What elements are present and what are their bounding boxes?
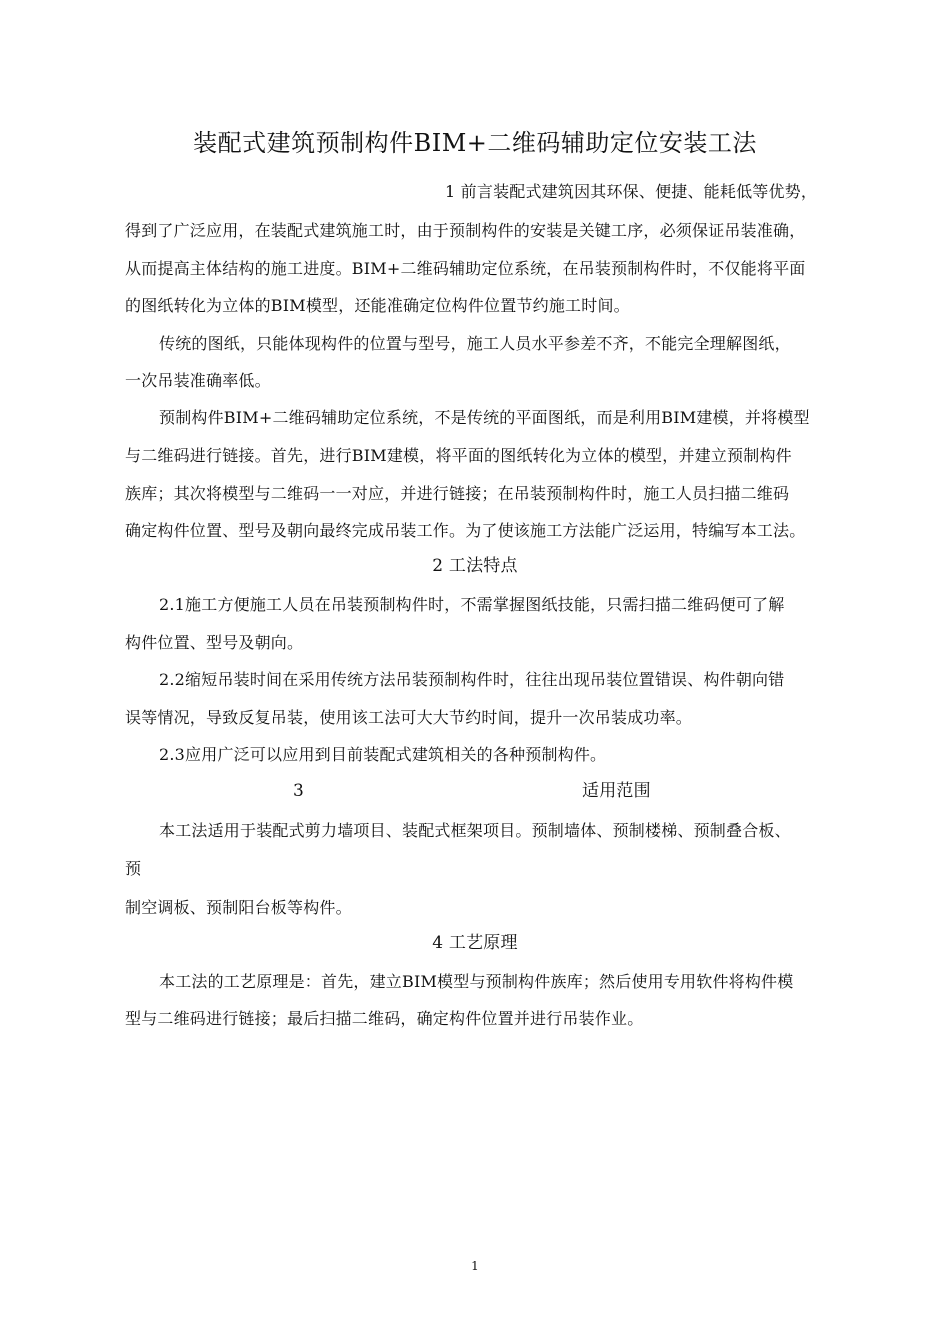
section3-line-2: 预 — [125, 859, 142, 878]
section3-heading-number: 3 — [293, 781, 305, 801]
section1-para3-line-1: 预制构件BIM+二维码辅助定位系统，不是传统的平面图纸，而是利用BIM建模，并将模型 — [159, 408, 810, 427]
section1-line-3: 从而提高主体结构的施工进度。BIM+二维码辅助定位系统，在吊装预制构件时，不仅能将平面 — [125, 259, 806, 278]
section2-heading: 2 工法特点 — [432, 556, 518, 576]
section3-heading-text: 适用范围 — [582, 781, 651, 801]
section1-line-1: 1 前言装配式建筑因其环保、便捷、能耗低等优势， — [445, 182, 818, 201]
section1-para2-line-1: 传统的图纸，只能体现构件的位置与型号，施工人员水平参差不齐，不能完全理解图纸， — [159, 334, 791, 353]
section4-line-2: 型与二维码进行链接；最后扫描二维码，确定构件位置并进行吊装作业。 — [125, 1009, 644, 1028]
section2-item2-line-2: 误等情况，导致反复吊装，使用该工法可大大节约时间，提升一次吊装成功率。 — [125, 708, 693, 727]
page-number: 1 — [471, 1259, 479, 1273]
section1-line-4: 的图纸转化为立体的BIM模型，还能准确定位构件位置节约施工时间。 — [125, 296, 630, 315]
document-title: 装配式建筑预制构件BIM+二维码辅助定位安装工法 — [193, 129, 757, 157]
section1-para3-line-4: 确定构件位置、型号及朝向最终完成吊装工作。为了使该施工方法能广泛运用，特编写本工法。 — [125, 521, 806, 540]
section1-para2-line-2: 一次吊装准确率低。 — [125, 371, 271, 390]
section1-line-2: 得到了广泛应用，在装配式建筑施工时，由于预制构件的安装是关键工序，必须保证吊装准确， — [125, 221, 806, 240]
section4-line-1: 本工法的工艺原理是：首先，建立BIM模型与预制构件族库；然后使用专用软件将构件模 — [159, 972, 794, 991]
section3-line-3: 制空调板、预制阳台板等构件。 — [125, 898, 352, 917]
section1-para3-line-3: 族库；其次将模型与二维码一一对应，并进行链接；在吊装预制构件时，施工人员扫描二维码 — [125, 484, 790, 503]
section2-item2-line-1: 2.2缩短吊装时间在采用传统方法吊装预制构件时，往往出现吊装位置错误、构件朝向错 — [159, 670, 785, 689]
section2-item1-line-2: 构件位置、型号及朝向。 — [125, 633, 304, 652]
section1-para3-line-2: 与二维码进行链接。首先，进行BIM建模，将平面的图纸转化为立体的模型，并建立预制构件 — [125, 446, 792, 465]
section4-heading: 4 工艺原理 — [432, 933, 518, 953]
section2-item3-line-1: 2.3应用广泛可以应用到目前装配式建筑相关的各种预制构件。 — [159, 745, 607, 764]
section3-line-1: 本工法适用于装配式剪力墙项目、装配式框架项目。预制墙体、预制楼梯、预制叠合板、 — [159, 821, 791, 840]
section2-item1-line-1: 2.1施工方便施工人员在吊装预制构件时，不需掌握图纸技能，只需扫描二维码便可了解 — [159, 595, 785, 614]
